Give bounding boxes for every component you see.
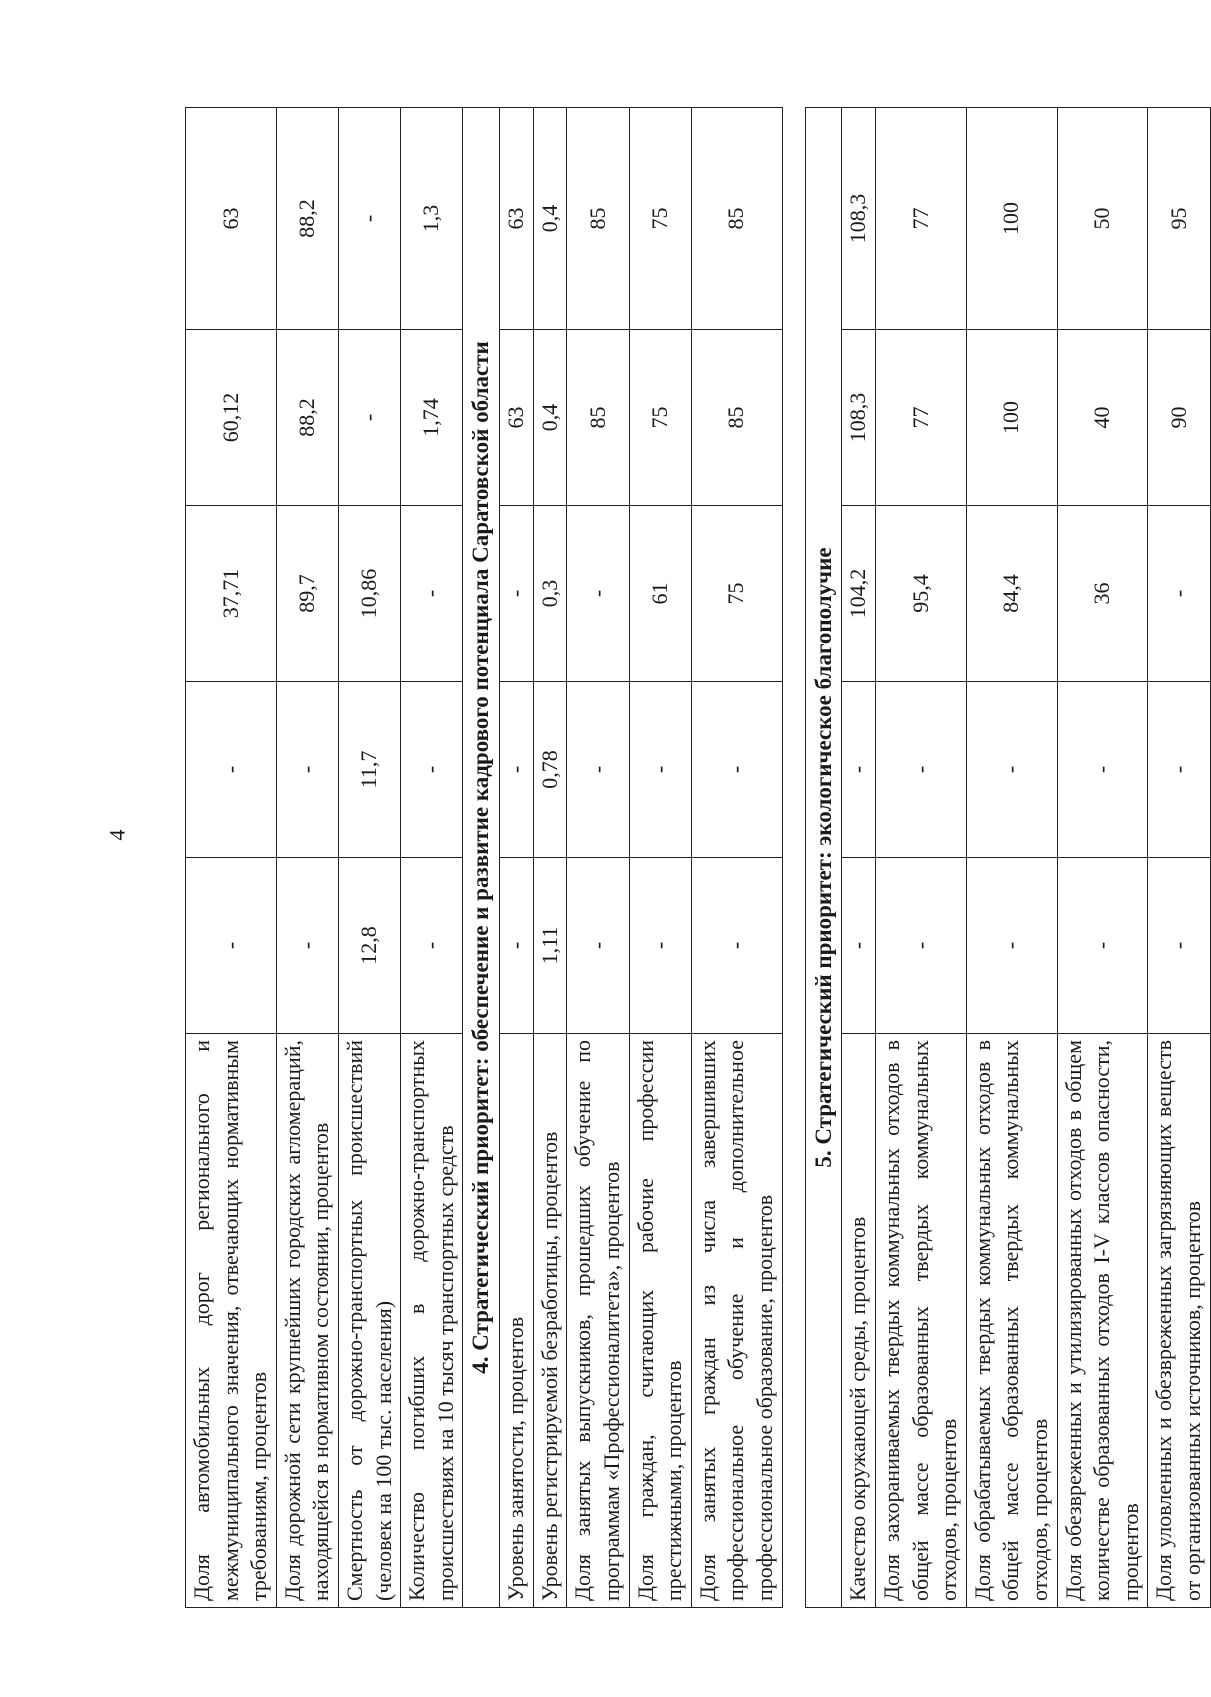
table-row — [276, 108, 338, 1608]
indicator-value: - — [567, 506, 629, 682]
indicator-value: 0,78 — [533, 682, 567, 858]
page-number: 4 — [104, 829, 130, 841]
indicator-value: - — [401, 682, 463, 858]
section-5-header — [805, 108, 842, 1608]
indicator-value: 89,7 — [276, 506, 338, 682]
indicator-value: 108,3 — [842, 330, 876, 506]
indicator-value: - — [691, 858, 782, 1034]
gap-cell — [782, 108, 805, 330]
indicator-name: Доля обезвреженных и утилизированных отходов в общем количестве образованных отходов I-V классов опасности, процентов — [1057, 1034, 1148, 1608]
indicator-name: Количество погибших в дорожно-транспортных происшествиях на 10 тысяч транспортных средств — [401, 1034, 463, 1608]
indicator-name: Доля занятых выпускников, прошедших обучение по программам «Профессионалитета», процентов — [567, 1034, 629, 1608]
indicator-value: 100 — [966, 330, 1057, 506]
indicator-name: Смертность от дорожно-транспортных происшествий (человек на 100 тыс. населения) — [338, 1034, 400, 1608]
indicator-value: 85 — [691, 108, 782, 330]
indicator-value: - — [1057, 858, 1148, 1034]
indicator-value: - — [842, 682, 876, 858]
indicator-value: - — [276, 682, 338, 858]
indicator-value: - — [567, 858, 629, 1034]
gap-cell — [782, 858, 805, 1034]
gap-cell — [782, 506, 805, 682]
indicator-value: 0,4 — [533, 330, 567, 506]
table-row — [533, 108, 567, 1608]
table-row — [338, 108, 400, 1608]
indicator-name: Доля граждан, считающих рабочие профессии престижными, процентов — [629, 1034, 691, 1608]
indicator-name: Качество окружающей среды, процентов — [842, 1034, 876, 1608]
indicator-value: 75 — [691, 506, 782, 682]
table-row — [1148, 108, 1210, 1608]
indicator-value: 75 — [629, 330, 691, 506]
indicator-value: - — [401, 506, 463, 682]
indicator-value: - — [500, 858, 534, 1034]
indicator-value: 10,86 — [338, 506, 400, 682]
indicator-value: 84,4 — [966, 506, 1057, 682]
indicators-table — [185, 107, 1211, 1608]
indicator-value: - — [876, 682, 967, 858]
table-row — [876, 108, 967, 1608]
indicator-value: - — [1148, 506, 1210, 682]
indicators-table-body — [186, 108, 1211, 1608]
indicator-name: Доля уловленных и обезвреженных загрязняющих веществ от организованных источников, процентов — [1148, 1034, 1210, 1608]
indicator-value: 60,12 — [186, 330, 277, 506]
indicator-value: - — [876, 858, 967, 1034]
indicator-value: 12,8 — [338, 858, 400, 1034]
indicator-value: - — [338, 108, 400, 330]
indicator-value: 95 — [1148, 108, 1210, 330]
indicator-name: Доля обрабатываемых твердых коммунальных отходов в общей массе образованных твердых коммунальных отходов, процентов — [966, 1034, 1057, 1608]
indicator-value: - — [966, 858, 1057, 1034]
indicator-value: 90 — [1148, 330, 1210, 506]
indicator-value: 100 — [966, 108, 1057, 330]
indicator-name: Уровень регистрируемой безработицы, процентов — [533, 1034, 567, 1608]
indicator-value: 40 — [1057, 330, 1148, 506]
indicator-value: - — [629, 682, 691, 858]
indicator-value: 1,11 — [533, 858, 567, 1034]
indicator-value: 104,2 — [842, 506, 876, 682]
indicator-value: 0,4 — [533, 108, 567, 330]
indicator-value: - — [567, 682, 629, 858]
indicator-value: - — [338, 330, 400, 506]
indicator-value: 77 — [876, 330, 967, 506]
indicator-value: - — [842, 858, 876, 1034]
indicator-value: 1,3 — [401, 108, 463, 330]
indicator-value: - — [500, 682, 534, 858]
indicator-value: 37,71 — [186, 506, 277, 682]
indicator-value: - — [401, 858, 463, 1034]
gap-cell — [782, 1034, 805, 1608]
indicator-value: 75 — [629, 108, 691, 330]
section-title: 4. Стратегический приоритет: обеспечение и развитие кадрового потенциала Саратовской области — [463, 108, 500, 1608]
indicator-value: - — [500, 506, 534, 682]
indicator-value: - — [186, 858, 277, 1034]
indicator-value: 61 — [629, 506, 691, 682]
gap-cell — [782, 330, 805, 506]
table-gap-row — [782, 108, 805, 1608]
table-row — [401, 108, 463, 1608]
indicator-value: 88,2 — [276, 108, 338, 330]
section-4-header — [463, 108, 500, 1608]
table-row — [842, 108, 876, 1608]
indicator-value: 63 — [500, 108, 534, 330]
indicator-value: 88,2 — [276, 330, 338, 506]
indicator-name: Доля автомобильных дорог регионального и межмуниципального значения, отвечающих нормативным требованиям, процентов — [186, 1034, 277, 1608]
indicator-name: Уровень занятости, процентов — [500, 1034, 534, 1608]
indicator-name: Доля захораниваемых твердых коммунальных отходов в общей массе образованных твердых коммунальных отходов, процентов — [876, 1034, 967, 1608]
indicator-value: - — [629, 858, 691, 1034]
indicator-value: 0,3 — [533, 506, 567, 682]
indicator-value: 36 — [1057, 506, 1148, 682]
indicator-value: 63 — [186, 108, 277, 330]
table-row — [186, 108, 277, 1608]
indicator-value: 108,3 — [842, 108, 876, 330]
table-row — [629, 108, 691, 1608]
indicators-document — [185, 108, 1205, 1608]
indicator-value: 11,7 — [338, 682, 400, 858]
indicator-name: Доля дорожной сети крупнейших городских агломераций, находящейся в нормативном состоянии, процентов — [276, 1034, 338, 1608]
table-row — [966, 108, 1057, 1608]
gap-cell — [782, 682, 805, 858]
table-row — [567, 108, 629, 1608]
indicator-value: 77 — [876, 108, 967, 330]
table-row — [500, 108, 534, 1608]
indicator-value: 85 — [691, 330, 782, 506]
indicator-value: 95,4 — [876, 506, 967, 682]
indicator-value: 50 — [1057, 108, 1148, 330]
indicator-value: - — [691, 682, 782, 858]
indicator-value: 63 — [500, 330, 534, 506]
indicator-value: 1,74 — [401, 330, 463, 506]
indicator-value: - — [966, 682, 1057, 858]
section-title: 5. Стратегический приоритет: экологическое благополучие — [805, 108, 842, 1608]
indicator-value: 85 — [567, 108, 629, 330]
indicator-value: - — [1057, 682, 1148, 858]
indicator-value: 85 — [567, 330, 629, 506]
indicator-value: - — [276, 858, 338, 1034]
indicator-name: Доля занятых граждан из числа завершивших профессиональное обучение и дополнительное профессиональное образование, процентов — [691, 1034, 782, 1608]
table-row — [1057, 108, 1148, 1608]
table-row — [691, 108, 782, 1608]
indicator-value: - — [186, 682, 277, 858]
indicator-value: - — [1148, 682, 1210, 858]
indicator-value: - — [1148, 858, 1210, 1034]
